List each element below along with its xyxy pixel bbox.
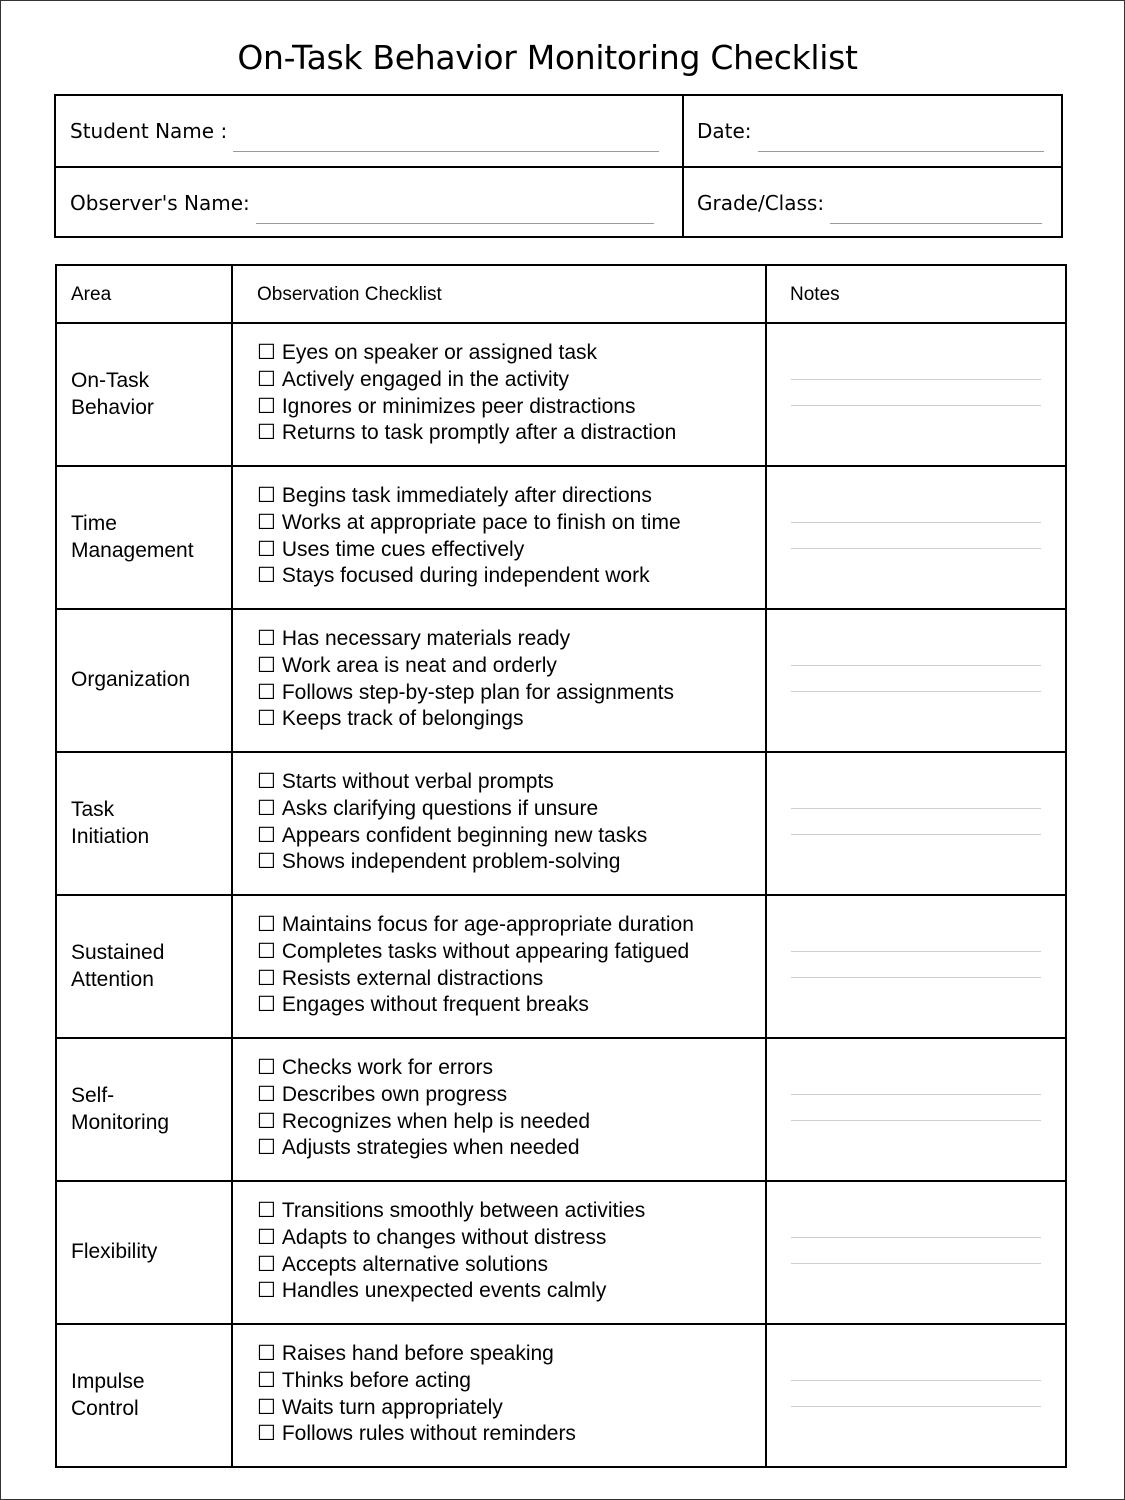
observer-name-label: Observer's Name:: [70, 191, 250, 215]
checklist-items: [257, 1341, 576, 1448]
observer-name-blank[interactable]: [256, 222, 654, 224]
header-checklist: Observation Checklist: [257, 284, 442, 305]
row-divider: [57, 465, 1065, 467]
checklist-item[interactable]: [257, 340, 676, 367]
checklist-item[interactable]: [257, 1225, 645, 1252]
checklist-item-label: Work area is neat and orderly: [281, 653, 557, 677]
checklist-item[interactable]: [257, 483, 681, 510]
area-label-line: On-Task: [71, 368, 150, 392]
checklist-item-label: Shows independent problem-solving: [281, 850, 621, 874]
notes-field[interactable]: [791, 1094, 1041, 1146]
area-label: [71, 1082, 226, 1136]
notes-line[interactable]: [791, 977, 1041, 1003]
checklist-item-label: Follows step-by-step plan for assignments: [281, 680, 674, 704]
area-label: [71, 1238, 226, 1265]
notes-line[interactable]: [791, 1406, 1041, 1432]
checkbox-icon[interactable]: ☐: [257, 1252, 276, 1276]
checklist-item-label: Recognizes when help is needed: [281, 1109, 591, 1133]
checklist-item-label: Thinks before acting: [281, 1368, 471, 1392]
checklist-item[interactable]: [257, 1278, 645, 1305]
area-label: [71, 939, 226, 993]
checkbox-icon[interactable]: ☐: [257, 341, 276, 365]
checklist-item[interactable]: [257, 367, 676, 394]
area-label-line: Management: [71, 538, 194, 562]
checklist-item[interactable]: [257, 653, 674, 680]
area-label-line: Control: [71, 1396, 139, 1420]
notes-line[interactable]: [791, 379, 1041, 405]
area-label-line: Time: [71, 511, 117, 535]
column-divider-notes: [765, 266, 767, 1466]
area-label: [71, 1368, 226, 1422]
notes-line[interactable]: [791, 1120, 1041, 1146]
checklist-item-label: Starts without verbal prompts: [281, 770, 554, 794]
checklist-item[interactable]: [257, 394, 676, 421]
checklist-item[interactable]: [257, 1135, 590, 1162]
checkbox-icon[interactable]: ☐: [257, 1109, 276, 1133]
checkbox-icon[interactable]: ☐: [257, 796, 276, 820]
date-blank[interactable]: [758, 150, 1044, 152]
checklist-item[interactable]: [257, 1421, 576, 1448]
checklist-item-label: Has necessary materials ready: [281, 627, 571, 651]
notes-line[interactable]: [791, 834, 1041, 860]
area-label: [71, 796, 226, 850]
student-info-table: [54, 94, 1063, 238]
area-label-line: Monitoring: [71, 1110, 170, 1134]
notes-line[interactable]: [791, 405, 1041, 431]
checkbox-icon[interactable]: ☐: [257, 1082, 276, 1106]
checklist-item[interactable]: [257, 1395, 576, 1422]
checkbox-icon[interactable]: ☐: [257, 993, 276, 1017]
checklist-item[interactable]: [257, 510, 681, 537]
row-divider: [57, 894, 1065, 896]
checklist-item[interactable]: [257, 563, 681, 590]
checklist-item-label: Keeps track of belongings: [281, 707, 524, 731]
checkbox-icon[interactable]: ☐: [257, 1342, 276, 1366]
checklist-item-label: Describes own progress: [281, 1082, 508, 1106]
checklist-item[interactable]: [257, 939, 694, 966]
checklist-table: [55, 264, 1067, 1468]
header-divider: [57, 322, 1065, 324]
checkbox-icon[interactable]: ☐: [257, 510, 276, 534]
checkbox-icon[interactable]: ☐: [257, 913, 276, 937]
row-divider: [57, 1037, 1065, 1039]
checkbox-icon[interactable]: ☐: [257, 966, 276, 990]
student-name-field[interactable]: [70, 96, 659, 166]
checklist-item-label: Maintains focus for age-appropriate duration: [281, 913, 694, 937]
area-label-line: Sustained: [71, 940, 165, 964]
checkbox-icon[interactable]: ☐: [257, 770, 276, 794]
checklist-item[interactable]: [257, 1055, 590, 1082]
checklist-item-label: Accepts alternative solutions: [281, 1252, 548, 1276]
grade-class-label: Grade/Class:: [697, 191, 825, 215]
notes-line[interactable]: [791, 522, 1041, 548]
checkbox-icon[interactable]: ☐: [257, 1422, 276, 1446]
area-label-line: Initiation: [71, 824, 150, 848]
checkbox-icon[interactable]: ☐: [257, 1279, 276, 1303]
notes-field[interactable]: [791, 808, 1041, 860]
checklist-item[interactable]: [257, 1252, 645, 1279]
checklist-item[interactable]: [257, 823, 647, 850]
checkbox-icon[interactable]: ☐: [257, 680, 276, 704]
notes-field[interactable]: [791, 951, 1041, 1003]
header-area: Area: [71, 284, 112, 305]
checklist-item-label: Adjusts strategies when needed: [281, 1136, 580, 1160]
checklist-item-label: Checks work for errors: [281, 1056, 494, 1080]
checklist-item-label: Resists external distractions: [281, 966, 544, 990]
checklist-item-label: Appears confident beginning new tasks: [281, 823, 648, 847]
checklist-item[interactable]: [257, 849, 647, 876]
checkbox-icon[interactable]: ☐: [257, 394, 276, 418]
checklist-item[interactable]: [257, 1109, 590, 1136]
area-label-line: Self-: [71, 1083, 115, 1107]
checklist-item-label: Uses time cues effectively: [281, 537, 525, 561]
notes-field[interactable]: [791, 379, 1041, 431]
checkbox-icon[interactable]: ☐: [257, 850, 276, 874]
checklist-item[interactable]: [257, 626, 674, 653]
checklist-item[interactable]: [257, 680, 674, 707]
checkbox-icon[interactable]: ☐: [257, 1136, 276, 1160]
student-name-label: Student Name :: [70, 119, 228, 143]
checklist-item-label: Eyes on speaker or assigned task: [281, 341, 598, 365]
grade-class-field[interactable]: [697, 168, 1042, 238]
checkbox-icon[interactable]: ☐: [257, 564, 276, 588]
checklist-item-label: Asks clarifying questions if unsure: [281, 796, 599, 820]
row-divider: [57, 608, 1065, 610]
checklist-items: [257, 340, 676, 447]
header-notes: Notes: [790, 284, 840, 305]
notes-line[interactable]: [791, 951, 1041, 977]
checkbox-icon[interactable]: ☐: [257, 367, 276, 391]
area-label-line: Impulse: [71, 1369, 145, 1393]
grade-class-blank[interactable]: [830, 222, 1042, 224]
checklist-item-label: Adapts to changes without distress: [281, 1225, 607, 1249]
checklist-item-label: Works at appropriate pace to finish on time: [281, 510, 681, 534]
checkbox-icon[interactable]: ☐: [257, 653, 276, 677]
row-divider: [57, 1323, 1065, 1325]
checklist-item-label: Completes tasks without appearing fatigued: [281, 939, 690, 963]
checkbox-icon[interactable]: ☐: [257, 1225, 276, 1249]
checklist-item-label: Follows rules without reminders: [281, 1422, 576, 1446]
student-name-blank[interactable]: [233, 150, 659, 152]
checklist-item-label: Transitions smoothly between activities: [281, 1199, 646, 1223]
checklist-item[interactable]: [257, 420, 676, 447]
checklist-item-label: Returns to task promptly after a distraction: [281, 421, 677, 445]
area-label-line: Attention: [71, 967, 154, 991]
checklist-item-label: Stays focused during independent work: [281, 564, 650, 588]
checkbox-icon[interactable]: ☐: [257, 421, 276, 445]
checklist-items: [257, 769, 647, 876]
notes-line[interactable]: [791, 1237, 1041, 1263]
checkbox-icon[interactable]: ☐: [257, 1395, 276, 1419]
observer-name-field[interactable]: [70, 168, 654, 238]
checklist-item[interactable]: [257, 537, 681, 564]
notes-line[interactable]: [791, 1263, 1041, 1289]
checkbox-icon[interactable]: ☐: [257, 484, 276, 508]
area-label-line: Behavior: [71, 395, 154, 419]
checklist-item-label: Begins task immediately after directions: [281, 484, 652, 508]
notes-field[interactable]: [791, 1237, 1041, 1289]
notes-line[interactable]: [791, 548, 1041, 574]
notes-line[interactable]: [791, 1380, 1041, 1406]
checklist-items: [257, 626, 674, 733]
checklist-item-label: Ignores or minimizes peer distractions: [281, 394, 636, 418]
checkbox-icon[interactable]: ☐: [257, 1056, 276, 1080]
checklist-item[interactable]: [257, 706, 674, 733]
area-label: [71, 510, 226, 564]
area-label-line: Task: [71, 797, 115, 821]
checklist-items: [257, 1055, 590, 1162]
row-divider: [57, 1180, 1065, 1182]
checklist-item[interactable]: [257, 769, 647, 796]
checklist-item-label: Waits turn appropriately: [281, 1395, 503, 1419]
notes-field[interactable]: [791, 522, 1041, 574]
date-field[interactable]: [697, 96, 1044, 166]
checklist-item-label: Handles unexpected events calmly: [281, 1279, 607, 1303]
notes-line[interactable]: [791, 665, 1041, 691]
checklist-items: [257, 912, 694, 1019]
page-title: On-Task Behavior Monitoring Checklist: [237, 38, 858, 77]
notes-field[interactable]: [791, 665, 1041, 717]
checklist-item[interactable]: [257, 1368, 576, 1395]
checklist-item[interactable]: [257, 1082, 590, 1109]
checklist-item[interactable]: [257, 1198, 645, 1225]
checkbox-icon[interactable]: ☐: [257, 1368, 276, 1392]
checklist-item-label: Raises hand before speaking: [281, 1342, 554, 1366]
notes-field[interactable]: [791, 1380, 1041, 1432]
checklist-item[interactable]: [257, 796, 647, 823]
area-label: [71, 367, 226, 421]
checklist-items: [257, 1198, 645, 1305]
checklist-item-label: Engages without frequent breaks: [281, 993, 589, 1017]
notes-line[interactable]: [791, 808, 1041, 834]
checkbox-icon[interactable]: ☐: [257, 627, 276, 651]
checkbox-icon[interactable]: ☐: [257, 1199, 276, 1223]
checklist-item[interactable]: [257, 966, 694, 993]
checklist-item[interactable]: [257, 992, 694, 1019]
checkbox-icon[interactable]: ☐: [257, 537, 276, 561]
notes-line[interactable]: [791, 691, 1041, 717]
row-divider: [57, 751, 1065, 753]
checklist-item[interactable]: [257, 1341, 576, 1368]
checklist-item-label: Actively engaged in the activity: [281, 367, 569, 391]
column-divider-area: [231, 266, 233, 1466]
notes-line[interactable]: [791, 1094, 1041, 1120]
area-label-line: Organization: [71, 668, 191, 691]
checklist-items: [257, 483, 681, 590]
date-label: Date:: [697, 119, 752, 143]
area-label-line: Flexibility: [71, 1240, 158, 1263]
checklist-item[interactable]: [257, 912, 694, 939]
checkbox-icon[interactable]: ☐: [257, 939, 276, 963]
checkbox-icon[interactable]: ☐: [257, 707, 276, 731]
area-label: [71, 666, 226, 693]
checkbox-icon[interactable]: ☐: [257, 823, 276, 847]
